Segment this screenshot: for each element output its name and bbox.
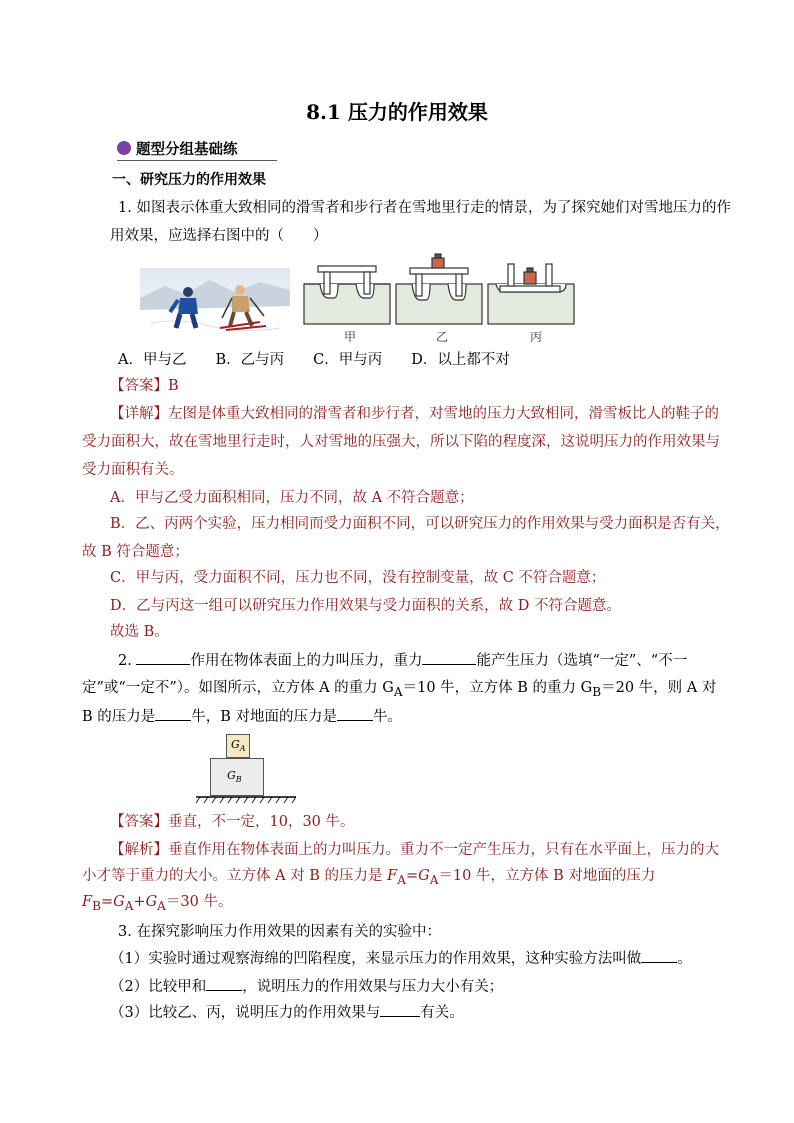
q2-answer-value: 垂直，不一定，10，30 牛。 xyxy=(168,814,355,830)
q2-line2-a: 定”或“一定不”）。如图所示，立方体 A 的重力 G xyxy=(82,680,394,696)
q3-sub1: （1）实验时通过观察海绵的凹陷程度，来显示压力的作用效果，这种实验方法叫做 。 xyxy=(110,948,710,969)
q1-stem-line1: 1. 如图表示体重大致相同的滑雪者和步行者在雪地里行走的情景，为了探究她们对雪地压力的作 xyxy=(118,200,731,216)
q1-answer xyxy=(110,376,710,396)
q2-analysis-line2: 小才等于重力的大小。立方体 A 对 B 的压力是 $F_A=G_A=10$ 牛，立方体 B 对地面的压力 xyxy=(82,868,656,887)
q3-blank-2[interactable] xyxy=(206,976,242,991)
q2-blank-4[interactable] xyxy=(337,706,373,721)
q3-blank-1[interactable] xyxy=(641,948,677,963)
q2-blank-2[interactable] xyxy=(422,650,476,665)
q3-stem: 3. 在探究影响压力作用效果的因素有关的实验中： xyxy=(118,924,441,940)
q2-line3-c: 牛。 xyxy=(373,709,403,725)
q1-analysis-d: D．乙与丙这一组可以研究压力作用效果与受力面积的关系，故 D 不符合题意。 xyxy=(110,598,621,614)
detail-text: 左图是体重大致相同的滑雪者和步行者，对雪地的压力大致相同，滑雪板比人的鞋子的 xyxy=(168,406,719,422)
q2-line2-c: ＝20 牛，则 A 对 xyxy=(601,680,717,696)
q2-sub-a: A xyxy=(393,684,403,699)
section-badge-label: 题型分组基础练 xyxy=(136,141,238,158)
answer-tag: 【答案】 xyxy=(110,378,168,394)
q2-line2 xyxy=(82,678,717,702)
q2-blank-3[interactable] xyxy=(155,706,191,721)
stacked-cubes-figure xyxy=(196,734,296,802)
q2-line3 xyxy=(82,706,682,727)
q3-sub3: （3）比较乙、丙，说明压力的作用效果与 有关。 xyxy=(110,1002,710,1023)
q1-analysis-b2: 故 B 符合题意； xyxy=(82,544,189,560)
q1-analysis-b1: B．乙、丙两个实验，压力相同而受力面积不同，可以研究压力的作用效果与受力面积是否有关， xyxy=(110,516,730,532)
fig-label-bing: 丙 xyxy=(530,330,543,344)
cube-a-label: $G_A$ xyxy=(231,738,246,754)
q2-answer xyxy=(110,812,710,832)
cube-b-label: $G_B$ xyxy=(227,769,242,785)
page-title: 8.1 压力的作用效果 xyxy=(306,100,488,124)
q1-detail-line2: 受力面积大，故在雪地里行走时，人对雪地的压强大，所以下陷的程度深，这说明压力的作用效果与 xyxy=(82,434,720,450)
q2-sub-b: B xyxy=(592,684,602,699)
q2-analysis-line3: $F_B=G_A+G_A=30$ 牛。 xyxy=(82,894,233,913)
q1-detail-line1 xyxy=(110,404,719,424)
bullet-dot-icon xyxy=(117,141,131,155)
q1-choose: 故选 B。 xyxy=(110,624,169,640)
q2-analysis-text: 垂直作用在物体表面上的力叫压力。重力不一定产生压力，只有在水平面上，压力的大 xyxy=(168,842,719,858)
q2-analysis-line1 xyxy=(110,840,719,860)
q2-blank-1[interactable] xyxy=(136,650,190,665)
fig-label-jia: 甲 xyxy=(344,330,357,344)
q2-text-a: 作用在物体表面上的力叫压力，重力 xyxy=(190,653,423,669)
section-badge xyxy=(117,138,277,161)
q1-stem-line2: 用效果，应选择右图中的（ ） xyxy=(110,228,328,244)
q3-blank-3[interactable] xyxy=(380,1002,420,1017)
q2-line3-a: B 的压力是 xyxy=(82,709,156,725)
q2-answer-tag: 【答案】 xyxy=(110,814,168,830)
q2-line1 xyxy=(118,650,718,671)
answer-value: B xyxy=(168,378,179,394)
q2-text-b: 能产生压力（选填“一定”、“不一 xyxy=(476,653,688,669)
q1-options: A．甲与乙 B．乙与丙 C．甲与丙 D．以上都不对 xyxy=(118,352,510,368)
q1-analysis-a: A．甲与乙受力面积相同，压力不同，故 A 不符合题意； xyxy=(110,490,474,506)
q1-detail-line3: 受力面积有关。 xyxy=(82,462,184,478)
skier-walker-illustration xyxy=(140,268,290,336)
q2-line2-b: ＝10 牛，立方体 B 的重力 G xyxy=(402,680,593,696)
cube-b xyxy=(210,758,264,796)
cube-a xyxy=(226,734,250,758)
ground-hatch xyxy=(196,796,296,804)
fig-label-yi: 乙 xyxy=(436,330,449,344)
q1-analysis-c: C．甲与丙，受力面积不同，压力也不同，没有控制变量，故 C 不符合题意； xyxy=(110,570,606,586)
q3-sub2: （2）比较甲和 ，说明压力的作用效果与压力大小有关； xyxy=(110,976,710,997)
q2-line3-b: 牛，B 对地面的压力是 xyxy=(191,709,338,725)
detail-tag: 【详解】 xyxy=(110,406,168,422)
q2-number: 2. xyxy=(118,653,132,669)
q2-analysis-tag: 【解析】 xyxy=(110,842,168,858)
subheading: 一、研究压力的作用效果 xyxy=(112,172,266,188)
